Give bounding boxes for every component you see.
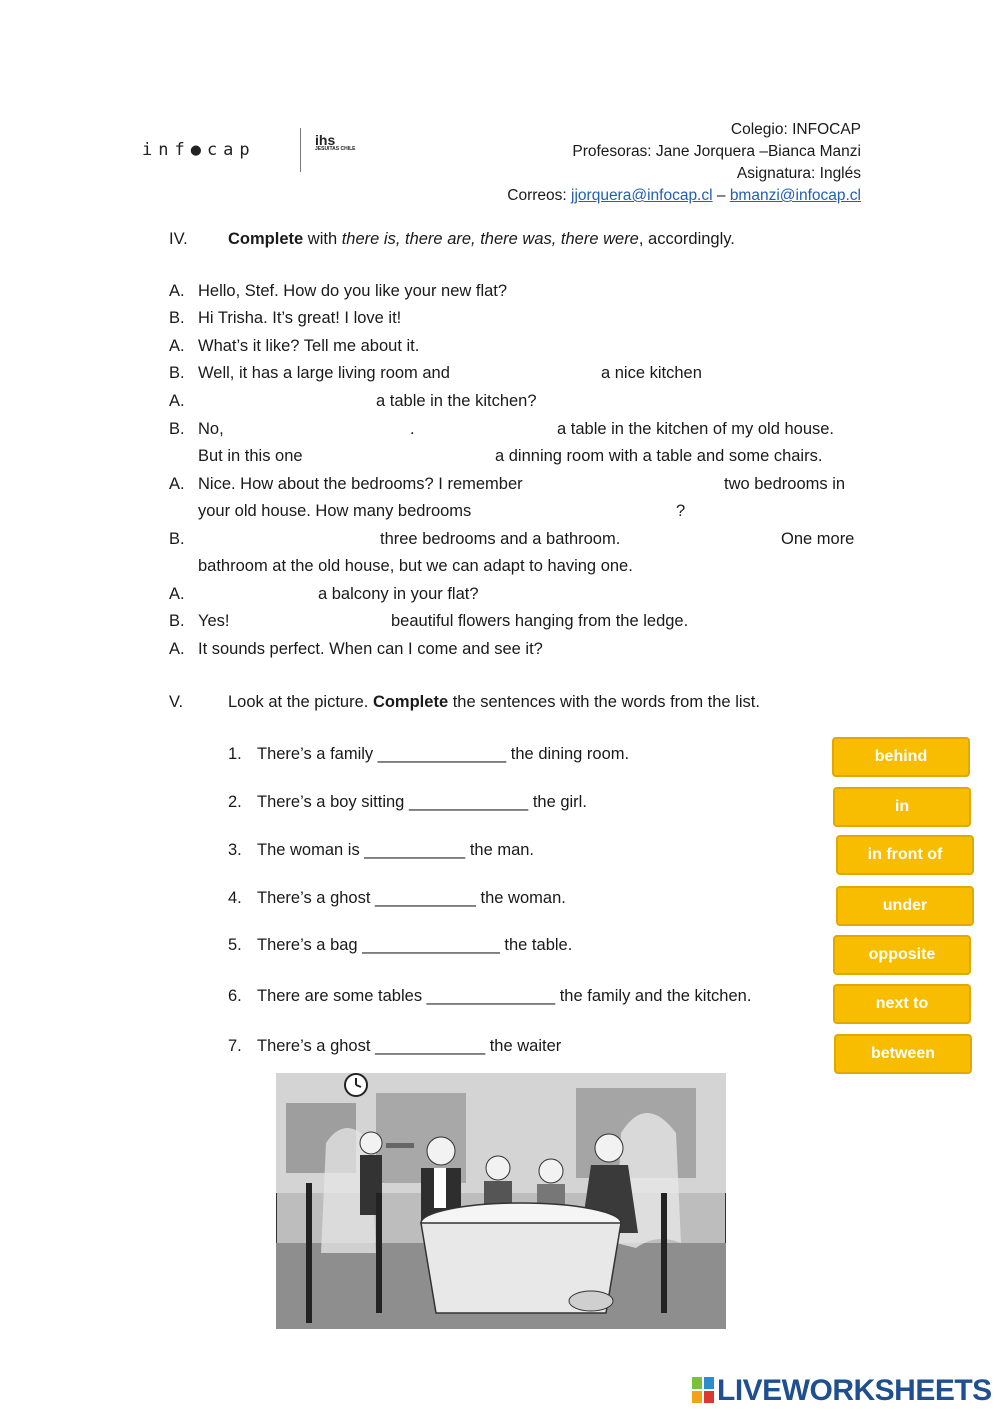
dialogue-text: But in this one — [198, 447, 303, 465]
sentence-number: 3. — [228, 841, 242, 859]
sentence-number: 5. — [228, 936, 242, 954]
sentence-number: 2. — [228, 793, 242, 811]
school-line: Colegio: INFOCAP — [730, 121, 861, 138]
dialogue-text: Nice. How about the bedrooms? I remember — [198, 475, 523, 493]
subject-line: Asignatura: Inglés — [736, 165, 861, 182]
dialogue-speaker: A. — [169, 585, 185, 603]
sentence-text: There’s a family ______________ the dining room. — [257, 745, 630, 763]
dialogue-speaker: B. — [169, 420, 185, 438]
sentence-text: There’s a bag _______________ the table. — [257, 936, 573, 954]
sentence-number: 4. — [228, 889, 242, 907]
dialogue-speaker: B. — [169, 530, 185, 548]
dialogue-text: One more — [781, 530, 855, 548]
dialogue-text: ? — [676, 502, 686, 520]
dialogue-text: beautiful flowers hanging from the ledge. — [391, 612, 689, 630]
dialogue-text: three bedrooms and a bathroom. — [380, 530, 621, 548]
dialogue-text: Yes! — [198, 612, 230, 630]
section-4-tail: , accordingly. — [638, 230, 735, 248]
section-5-instruction — [228, 693, 760, 712]
dialogue-text: a table in the kitchen of my old house. — [557, 420, 835, 438]
sentence-text: The woman is ___________ the man. — [257, 841, 535, 859]
section-4-number: IV. — [169, 230, 188, 248]
logo-divider — [300, 128, 301, 172]
dialogue-text: a table in the kitchen? — [376, 392, 537, 410]
dialogue-text: a balcony in your flat? — [318, 585, 479, 603]
bag-icon — [569, 1291, 613, 1311]
liveworksheets-icon — [692, 1377, 714, 1403]
sentence-number: 6. — [228, 987, 242, 1005]
dialogue-speaker: A. — [169, 282, 185, 300]
sentence-number: 7. — [228, 1037, 242, 1055]
dialogue-text: a nice kitchen — [601, 364, 702, 382]
email-link-2[interactable]: bmanzi@infocap.cl — [729, 187, 861, 204]
section-5-verb: Complete — [372, 693, 449, 711]
sentence-number: 1. — [228, 745, 242, 763]
ihs-logo-text: ihs — [315, 132, 336, 148]
dialogue-text: Hi Trisha. It’s great! I love it! — [198, 309, 402, 327]
section-5-tail: the sentences with the words from the list. — [452, 693, 760, 711]
dialogue-text: two bedrooms in — [724, 475, 846, 493]
section-4-instruction — [228, 230, 735, 249]
dialogue-speaker: A. — [169, 475, 185, 493]
word-in[interactable]: in — [833, 787, 971, 827]
dialogue-speaker: A. — [169, 392, 185, 410]
email-link-1[interactable]: jjorquera@infocap.cl — [571, 187, 713, 204]
emails-line — [507, 185, 861, 207]
section-4-phrases: there is, there are, there was, there were — [341, 230, 639, 248]
sentence-text: There’s a boy sitting _____________ the girl. — [257, 793, 587, 811]
dialogue-text: a dinning room with a table and some chairs. — [495, 447, 823, 465]
dialogue-text: What’s it like? Tell me about it. — [198, 337, 420, 355]
word-in-front-of[interactable]: in front of — [836, 835, 974, 875]
dialogue-text: bathroom at the old house, but we can adapt to having one. — [198, 557, 633, 575]
word-opposite[interactable]: opposite — [833, 935, 971, 975]
dialogue-text: your old house. How many bedrooms — [198, 502, 472, 520]
emails-label: Correos: — [507, 187, 567, 204]
sentence-text: There are some tables ______________ the family and the kitchen. — [257, 987, 752, 1005]
infocap-logo: inf●cap — [142, 140, 256, 160]
dialogue-text: Hello, Stef. How do you like your new flat? — [198, 282, 508, 300]
word-under[interactable]: under — [836, 886, 974, 926]
section-5-intro: Look at the picture. — [228, 693, 369, 711]
dialogue-speaker: A. — [169, 640, 185, 658]
word-behind[interactable]: behind — [832, 737, 970, 777]
brand-text: LIVEWORKSHEETS — [717, 1374, 992, 1407]
dialogue-speaker: B. — [169, 309, 185, 327]
ihs-logo — [315, 134, 355, 152]
dialogue-text: . — [410, 420, 415, 438]
sentence-text: There’s a ghost ____________ the waiter — [257, 1037, 562, 1055]
teachers-line: Profesoras: Jane Jorquera –Bianca Manzi — [572, 143, 861, 160]
dialogue-speaker: B. — [169, 364, 185, 382]
liveworksheets-logo — [692, 1374, 992, 1408]
section-4-with: with — [307, 230, 338, 248]
dialogue-text: It sounds perfect. When can I come and see it? — [198, 640, 543, 658]
dialogue-text: No, — [198, 420, 224, 438]
dialogue-text: Well, it has a large living room and — [198, 364, 450, 382]
sentence-text: There’s a ghost ___________ the woman. — [257, 889, 566, 907]
section-4-verb: Complete — [228, 230, 304, 248]
word-next-to[interactable]: next to — [833, 984, 971, 1024]
word-between[interactable]: between — [834, 1034, 972, 1074]
email-separator: – — [716, 187, 726, 204]
ihs-logo-subtext: JESUITAS CHILE — [315, 146, 356, 152]
restaurant-picture — [276, 1073, 726, 1329]
dialogue-speaker: A. — [169, 337, 185, 355]
header-info — [507, 119, 861, 207]
dialogue-speaker: B. — [169, 612, 185, 630]
section-5-number: V. — [169, 693, 184, 711]
